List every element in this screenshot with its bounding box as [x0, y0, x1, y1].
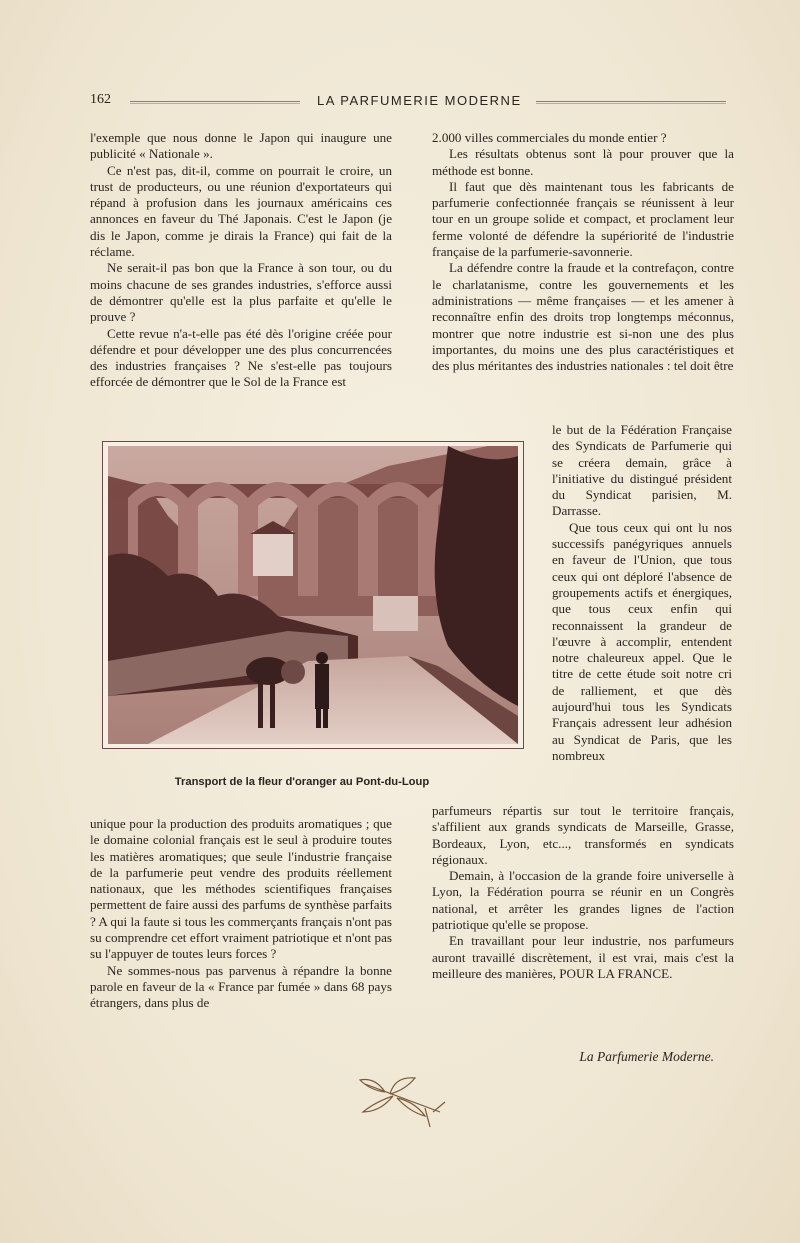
paragraph: En travaillant pour leur industrie, nos parfumeurs auront travaillé discrètement, il est vrai, mais c'est la meilleure des manières, POUR LA FRANCE. [432, 933, 734, 981]
header-rule-left [130, 101, 300, 104]
paragraph: Cette revue n'a-t-elle pas été dès l'origine créée pour défendre et pour développer une des plus concurrencées des industries françaises ? Ne s'est-elle pas toujours efforcée de démontrer que le Sol de la France est [90, 325, 392, 390]
paragraph: Les résultats obtenus sont là pour prouver que la méthode est bonne. [432, 146, 734, 178]
paragraph: Ce n'est pas, dit-il, comme on pourrait le croire, un trust de producteurs, ou une réunion d'exportateurs qui répand à profusion dans les journaux américains ces annonces en faveur du Thé Japonais. C'est le Japon (je dis le Japon, comme je dirais la France) qui fait de la réclame. [90, 162, 392, 260]
dragonfly-ornament-icon [355, 1072, 455, 1132]
paragraph: 2.000 villes commerciales du monde entier ? [432, 130, 667, 145]
column-right-bottom [432, 803, 734, 982]
page-header [90, 92, 730, 112]
header-rule-right [536, 101, 726, 104]
paragraph: La défendre contre la fraude et la contrefaçon, contre le charlatanisme, contre les gouvernements et les administrations — même françaises — et les amener à reconnaître enfin des droits trop longtemps méconnus, montrer que notre industrie est si-non une des plus importantes, du moins une des plus caractéristiques et des plus méritantes des industries nationales : tel doit être [432, 260, 734, 374]
signature: La Parfumerie Moderne. [579, 1049, 714, 1064]
journal-title: LA PARFUMERIE MODERNE [317, 93, 522, 108]
column-left-bottom [90, 816, 392, 1012]
photo-frame [102, 441, 524, 749]
paragraph: Ne sommes-nous pas parvenus à répandre la bonne parole en faveur de la « France par fumée » dans 68 pays étrangers, dans plus de [90, 962, 392, 1011]
column-right-top [432, 130, 734, 374]
page-number: 162 [90, 92, 111, 107]
paragraph: unique pour la production des produits aromatiques ; que le domaine colonial français est le seul à produire toutes les matières aromatiques; que seule l'industrie française de la parfumerie peut vendre des produits réellement nationaux, que les méthodes scientifiques françaises permettent de faire aussi des parfums de synthèse parfaits ? A qui la faute si tous les commerçants français n'ont pas su comprendre cet effort vraiment patriotique et n'ont pas su l'appuyer de toutes leurs forces ? [90, 816, 392, 962]
photograph-viaduct [108, 446, 518, 744]
paragraph: le but de la Fédération Française des Syndicats de Parfumerie qui se créera demain, grâce à l'initiative du distingué président du Syndicat parisien, M. Darrasse. [552, 422, 732, 519]
viaduct-photo-illustration [108, 446, 518, 744]
column-left-top [90, 130, 392, 391]
paragraph: parfumeurs répartis sur tout le territoire français, s'affilient aux grands syndicats de Marseille, Grasse, Bordeaux, Lyon, etc..., transformés en syndicats régionaux. [432, 803, 734, 867]
photo-caption: Transport de la fleur d'oranger au Pont-du-Loup [174, 776, 430, 788]
paragraph: Que tous ceux qui ont lu nos successifs panégyriques annuels en faveur de l'Union, que tous ceux qui ont déploré l'absence de groupements actifs et énergiques, que tous ceux enfin qui reconnaissent la grandeur de l'œuvre à accomplir, entendent notre chaleureux appel. Que le titre de cette étude soit notre cri de ralliement, et que dès aujourd'hui tous les Syndicats Français adressent leur adhésion au Syndicat de Paris, que les nombreux [552, 519, 732, 763]
paragraph: Il faut que dès maintenant tous les fabricants de parfumerie confectionnée français se réunissent à leur tour en un groupe solide et compact, et proclament leur ferme volonté de défendre la supériorité de l'industrie française de la parfumerie-savonnerie. [432, 178, 734, 260]
paragraph: Demain, à l'occasion de la grande foire universelle à Lyon, la Fédération pourra se réunir en un Congrès national, et arrêter les grandes lignes de l'action patriotique qu'elle se propose. [432, 868, 734, 933]
paragraph: l'exemple que nous donne le Japon qui inaugure une publicité « Nationale ». [90, 130, 392, 162]
column-right-wrap [552, 422, 732, 764]
paragraph: Ne serait-il pas bon que la France à son tour, ou du moins chacune de ses grandes industries, s'efforce aussi de démontrer qu'elle est la plus parfaite et qu'elle le prouve ? [90, 260, 392, 325]
